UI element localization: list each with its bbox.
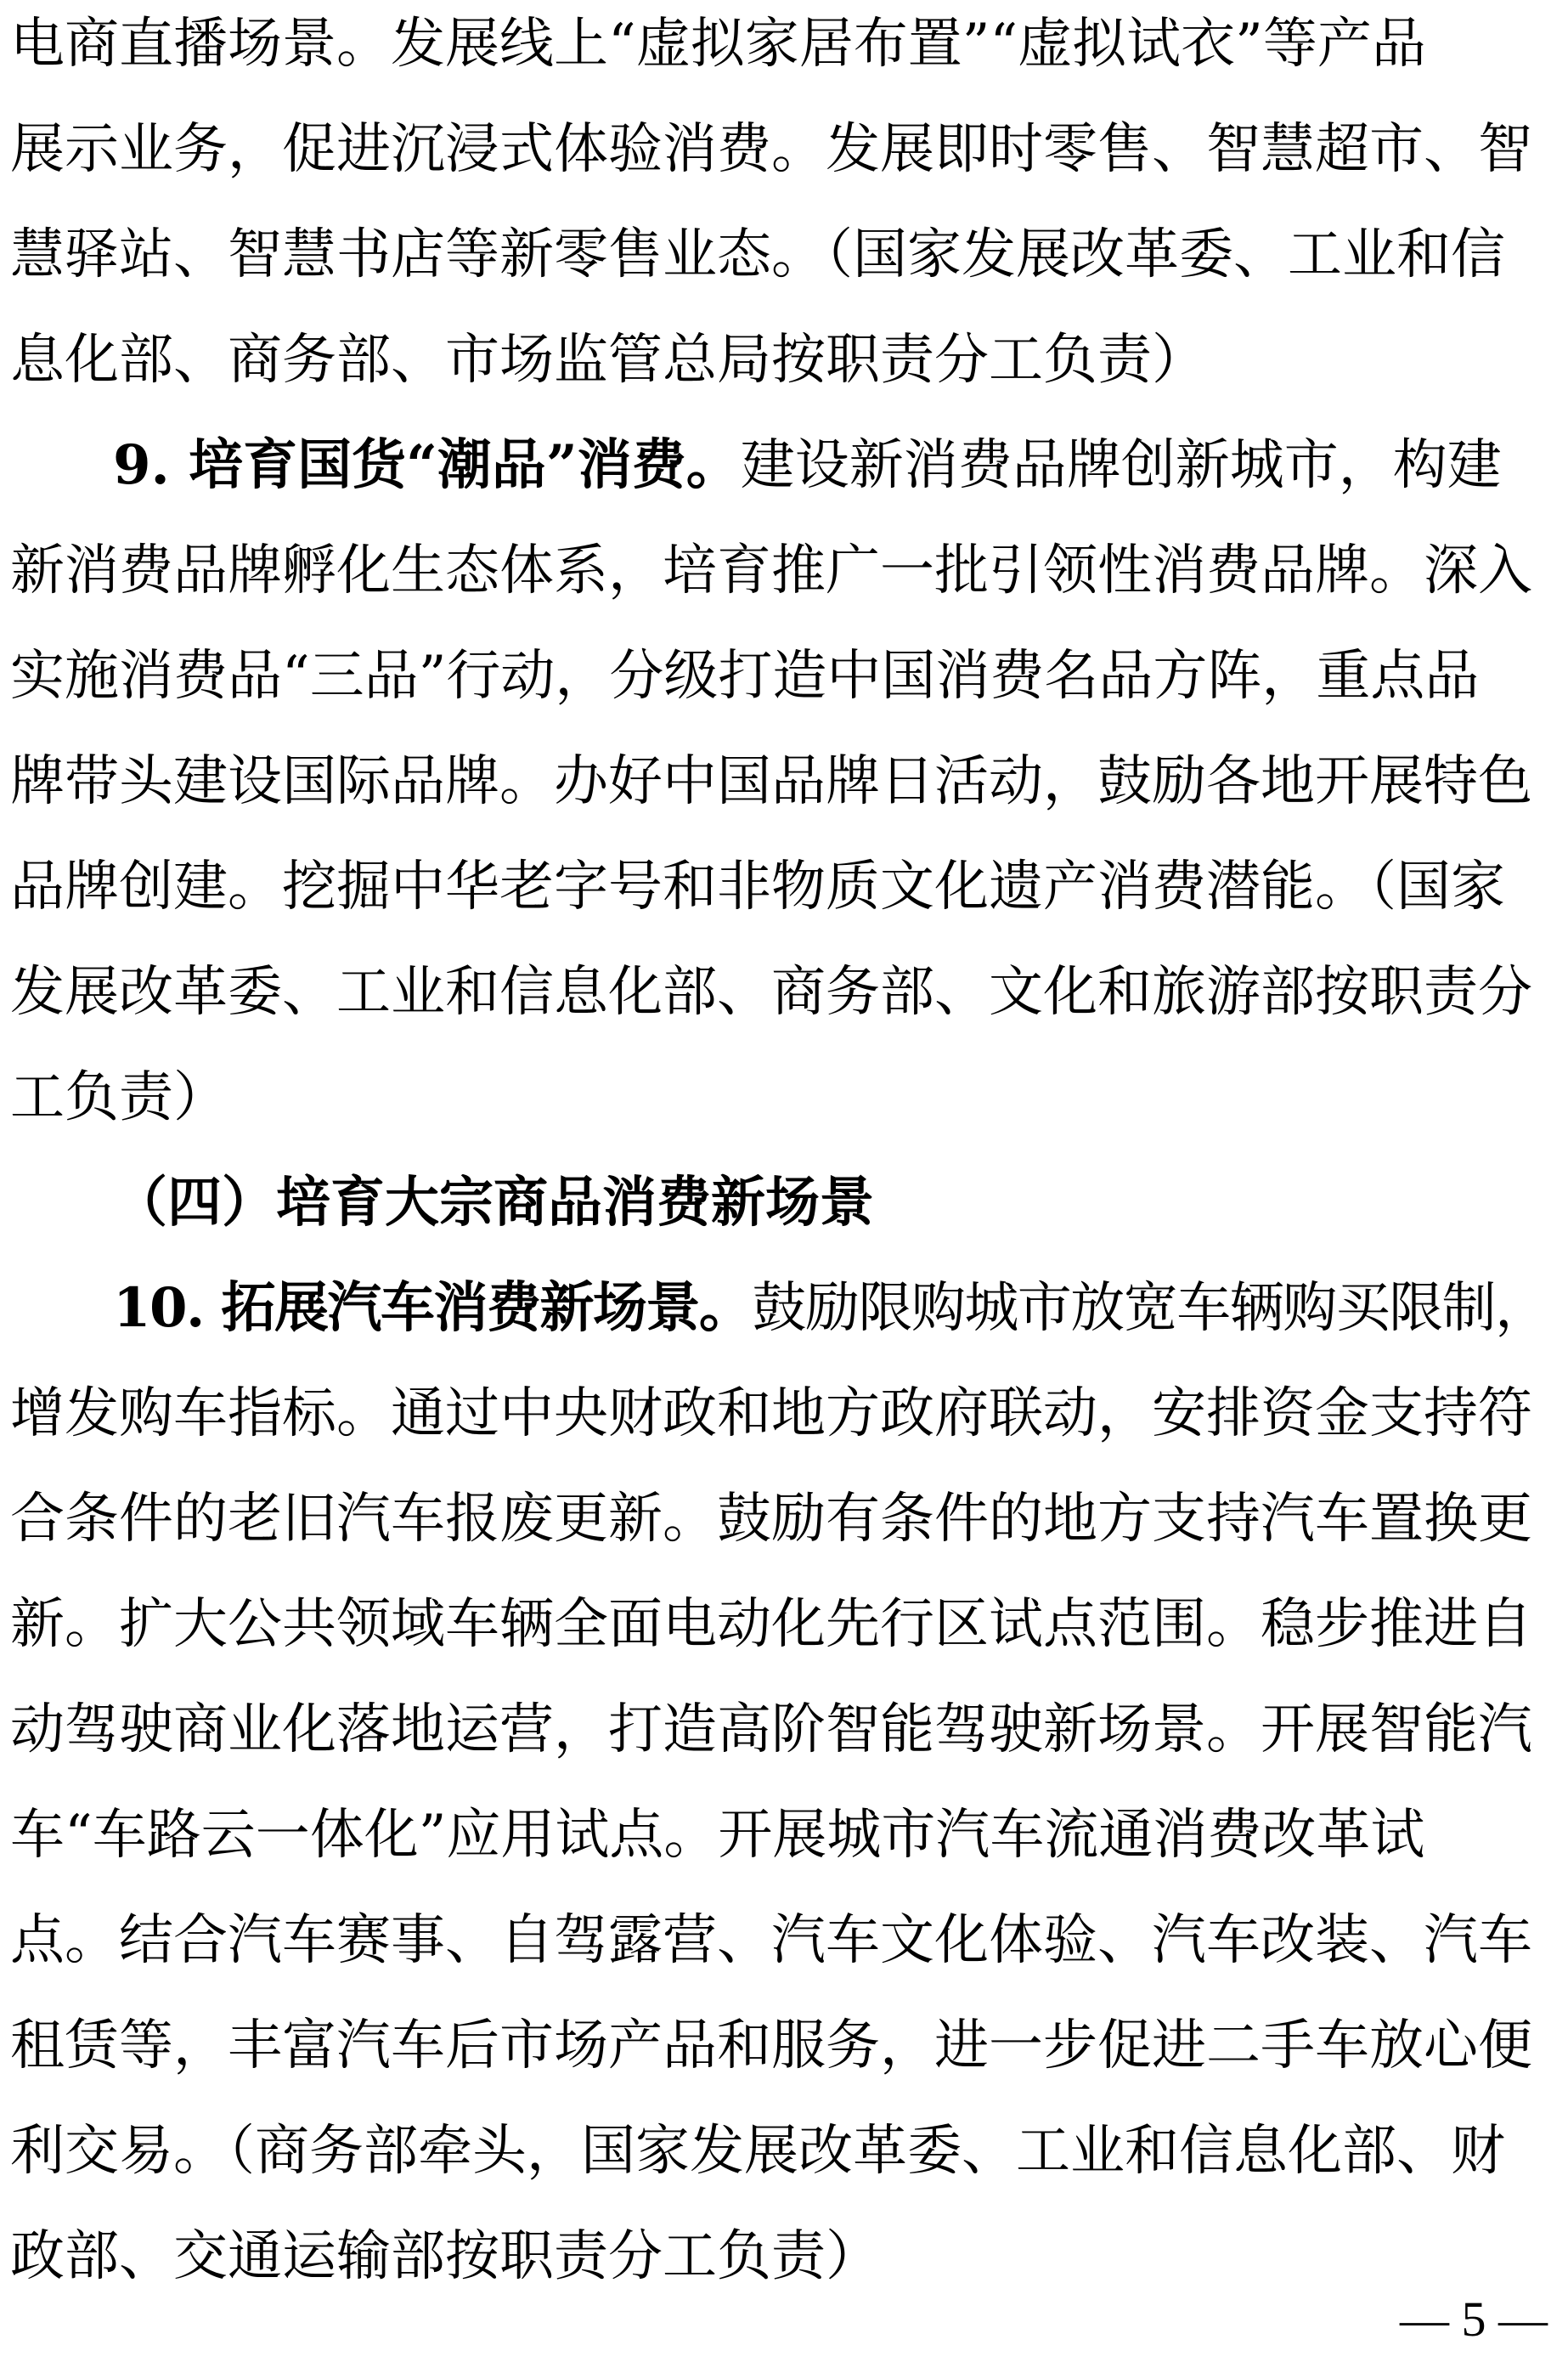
text-line: [10, 204, 1548, 306]
line-text: 点。结合汽车赛事、自驾露营、汽车文化体验、汽车改装、汽车: [10, 1909, 1532, 1972]
line-text: 电商直播场景。发展线上“虚拟家居布置”“虚拟试衣”等产品: [10, 13, 1426, 76]
text-line: [10, 1784, 1548, 1886]
text-line: [10, 1363, 1548, 1465]
item-10-heading-line: [113, 1257, 1548, 1359]
text-line: [10, 625, 1548, 727]
text-line: [10, 1574, 1548, 1675]
text-line: [10, 1995, 1548, 2097]
line-text: 展示业务，促进沉浸式体验消费。发展即时零售、智慧超市、智: [10, 118, 1532, 181]
text-line: [10, 941, 1548, 1043]
page-number: — 5 —: [1400, 2291, 1548, 2347]
line-text: 政部、交通运输部按职责分工负责）: [10, 2225, 880, 2288]
line-text: 动驾驶商业化落地运营，打造高阶智能驾驶新场景。开展智能汽: [10, 1698, 1532, 1761]
line-text: 品牌创建。挖掘中华老字号和非物质文化遗产消费潜能。（国家: [10, 856, 1505, 918]
line-text: 增发购车指标。通过中央财政和地方政府联动，安排资金支持符: [10, 1382, 1532, 1445]
text-line: [10, 0, 1548, 95]
text-line: [10, 99, 1548, 201]
line-text: 建设新消费品牌创新城市，构建: [740, 434, 1502, 497]
line-text: 车“车路云一体化”应用试点。开展城市汽车流通消费改革试: [10, 1804, 1425, 1867]
item-heading: 10. 拓展汽车消费新场景。: [113, 1276, 753, 1340]
line-text: 新消费品牌孵化生态体系，培育推广一批引领性消费品牌。深入: [10, 540, 1532, 602]
text-line: [10, 1047, 1548, 1149]
line-text: 工负责）: [10, 1066, 228, 1129]
section-heading-line: [113, 1152, 1548, 1254]
item-heading: 9. 培育国货“潮品”消费。: [113, 433, 741, 497]
text-line: [10, 1468, 1548, 1570]
item-9-heading-line: [113, 415, 1548, 517]
line-text: 利交易。（商务部牵头，国家发展改革委、工业和信息化部、财: [10, 2120, 1505, 2183]
line-text: 实施消费品“三品”行动，分级打造中国消费名品方阵，重点品: [10, 645, 1480, 708]
line-text: 合条件的老旧汽车报废更新。鼓励有条件的地方支持汽车置换更: [10, 1488, 1532, 1551]
text-line: [10, 309, 1548, 411]
line-text: 慧驿站、智慧书店等新零售业态。（国家发展改革委、工业和信: [10, 223, 1505, 286]
line-text: 鼓励限购城市放宽车辆购买限制，: [752, 1277, 1548, 1340]
text-line: [10, 1679, 1548, 1781]
line-text: 新。扩大公共领域车辆全面电动化先行区试点范围。稳步推进自: [10, 1593, 1532, 1656]
text-line: [10, 2206, 1548, 2308]
line-text: 租赁等，丰富汽车后市场产品和服务，进一步促进二手车放心便: [10, 2014, 1532, 2077]
text-line: [10, 1890, 1548, 1992]
line-text: 息化部、商务部、市场监管总局按职责分工负责）: [10, 329, 1206, 392]
text-line: [10, 836, 1548, 938]
text-line: [10, 731, 1548, 833]
text-line: [10, 2100, 1548, 2202]
text-line: [10, 520, 1548, 622]
line-text: 发展改革委、工业和信息化部、商务部、文化和旅游部按职责分: [10, 961, 1532, 1024]
section-heading: （四）培育大宗商品消费新场景: [113, 1171, 874, 1235]
line-text: 牌带头建设国际品牌。办好中国品牌日活动，鼓励各地开展特色: [10, 750, 1532, 813]
